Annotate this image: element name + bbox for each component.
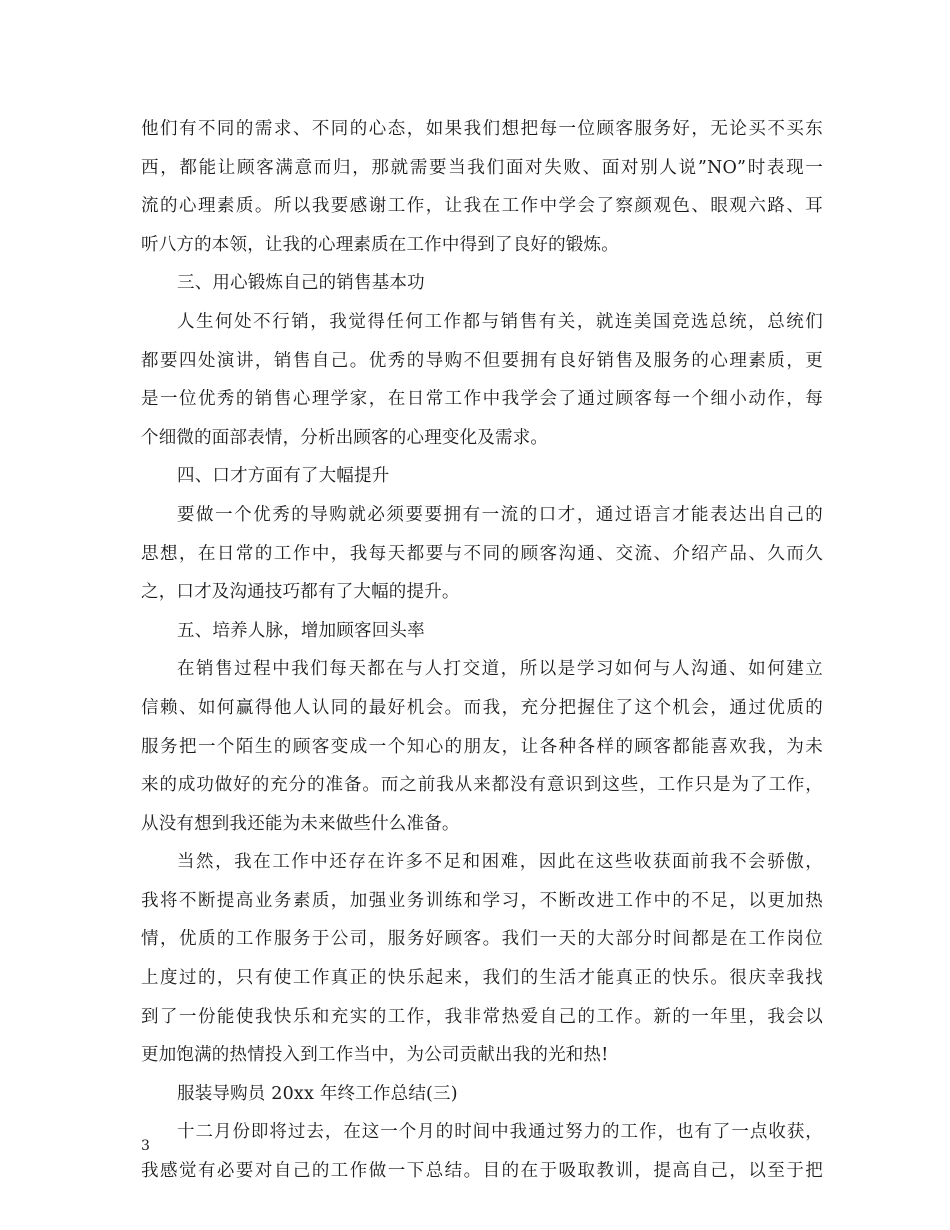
text-line: 都要四处演讲，销售自己。优秀的导购不但要拥有良好销售及服务的心理素质，更	[141, 350, 823, 371]
text-line: 我感觉有必要对自己的工作做一下总结。目的在于吸取教训，提高自己，以至于把	[141, 1161, 823, 1182]
text-line: 我将不断提高业务素质，加强业务训练和学习，不断改进工作中的不足，以更加热	[141, 890, 823, 911]
text-line: 要做一个优秀的导购就必须要要拥有一流的口才，通过语言才能表达出自己的	[177, 504, 823, 525]
text-line: 听八方的本领，让我的心理素质在工作中得到了良好的锻炼。	[141, 234, 619, 255]
text-line: 十二月份即将过去，在这一个月的时间中我通过努力的工作，也有了一点收获，	[177, 1122, 823, 1143]
text-line: 从没有想到我还能为未来做些什么准备。	[141, 813, 460, 834]
section-heading: 服装导购员 20xx 年终工作总结(三)	[177, 1083, 458, 1104]
text-line: 流的心理素质。所以我要感谢工作，让我在工作中学会了察颜观色、眼观六路、耳	[141, 196, 823, 217]
text-line: 西，都能让顾客满意而归，那就需要当我们面对失败、面对别人说”NO”时表现一	[141, 157, 823, 178]
document-body	[141, 110, 823, 1191]
text-line: 当然，我在工作中还存在许多不足和困难，因此在这些收获面前我不会骄傲，	[177, 852, 823, 873]
text-line: 思想，在日常的工作中，我每天都要与不同的顾客沟通、交流、介绍产品、久而久	[141, 543, 823, 564]
page-number: 3	[141, 1138, 150, 1154]
text-line: 个细微的面部表情，分析出顾客的心理变化及需求。	[141, 427, 549, 448]
section-heading: 三、用心锻炼自己的销售基本功	[177, 273, 425, 294]
section-heading: 四、口才方面有了大幅提升	[177, 466, 390, 487]
text-line: 在销售过程中我们每天都在与人打交道，所以是学习如何与人沟通、如何建立	[177, 659, 823, 680]
text-line: 是一位优秀的销售心理学家，在日常工作中我学会了通过顾客每一个细小动作，每	[141, 389, 823, 410]
text-line: 人生何处不行销，我觉得任何工作都与销售有关，就连美国竞选总统，总统们	[177, 311, 823, 332]
text-line: 之，口才及沟通技巧都有了大幅的提升。	[141, 582, 460, 603]
text-line: 服务把一个陌生的顾客变成一个知心的朋友，让各种各样的顾客都能喜欢我，为未	[141, 736, 823, 757]
text-line: 上度过的，只有使工作真正的快乐起来，我们的生活才能真正的快乐。很庆幸我找	[141, 968, 823, 989]
text-line: 信赖、如何赢得他人认同的最好机会。而我，充分把握住了这个机会，通过优质的	[141, 697, 823, 718]
text-line: 更加饱满的热情投入到工作当中，为公司贡献出我的光和热!	[141, 1045, 609, 1066]
text-line: 到了一份能使我快乐和充实的工作，我非常热爱自己的工作。新的一年里，我会以	[141, 1006, 823, 1027]
text-line: 情，优质的工作服务于公司，服务好顾客。我们一天的大部分时间都是在工作岗位	[141, 929, 823, 950]
text-line: 来的成功做好的充分的准备。而之前我从来都没有意识到这些，工作只是为了工作，	[141, 775, 823, 796]
text-line: 他们有不同的需求、不同的心态，如果我们想把每一位顾客服务好，无论买不买东	[141, 119, 823, 139]
section-heading: 五、培养人脉，增加顾客回头率	[177, 620, 425, 641]
